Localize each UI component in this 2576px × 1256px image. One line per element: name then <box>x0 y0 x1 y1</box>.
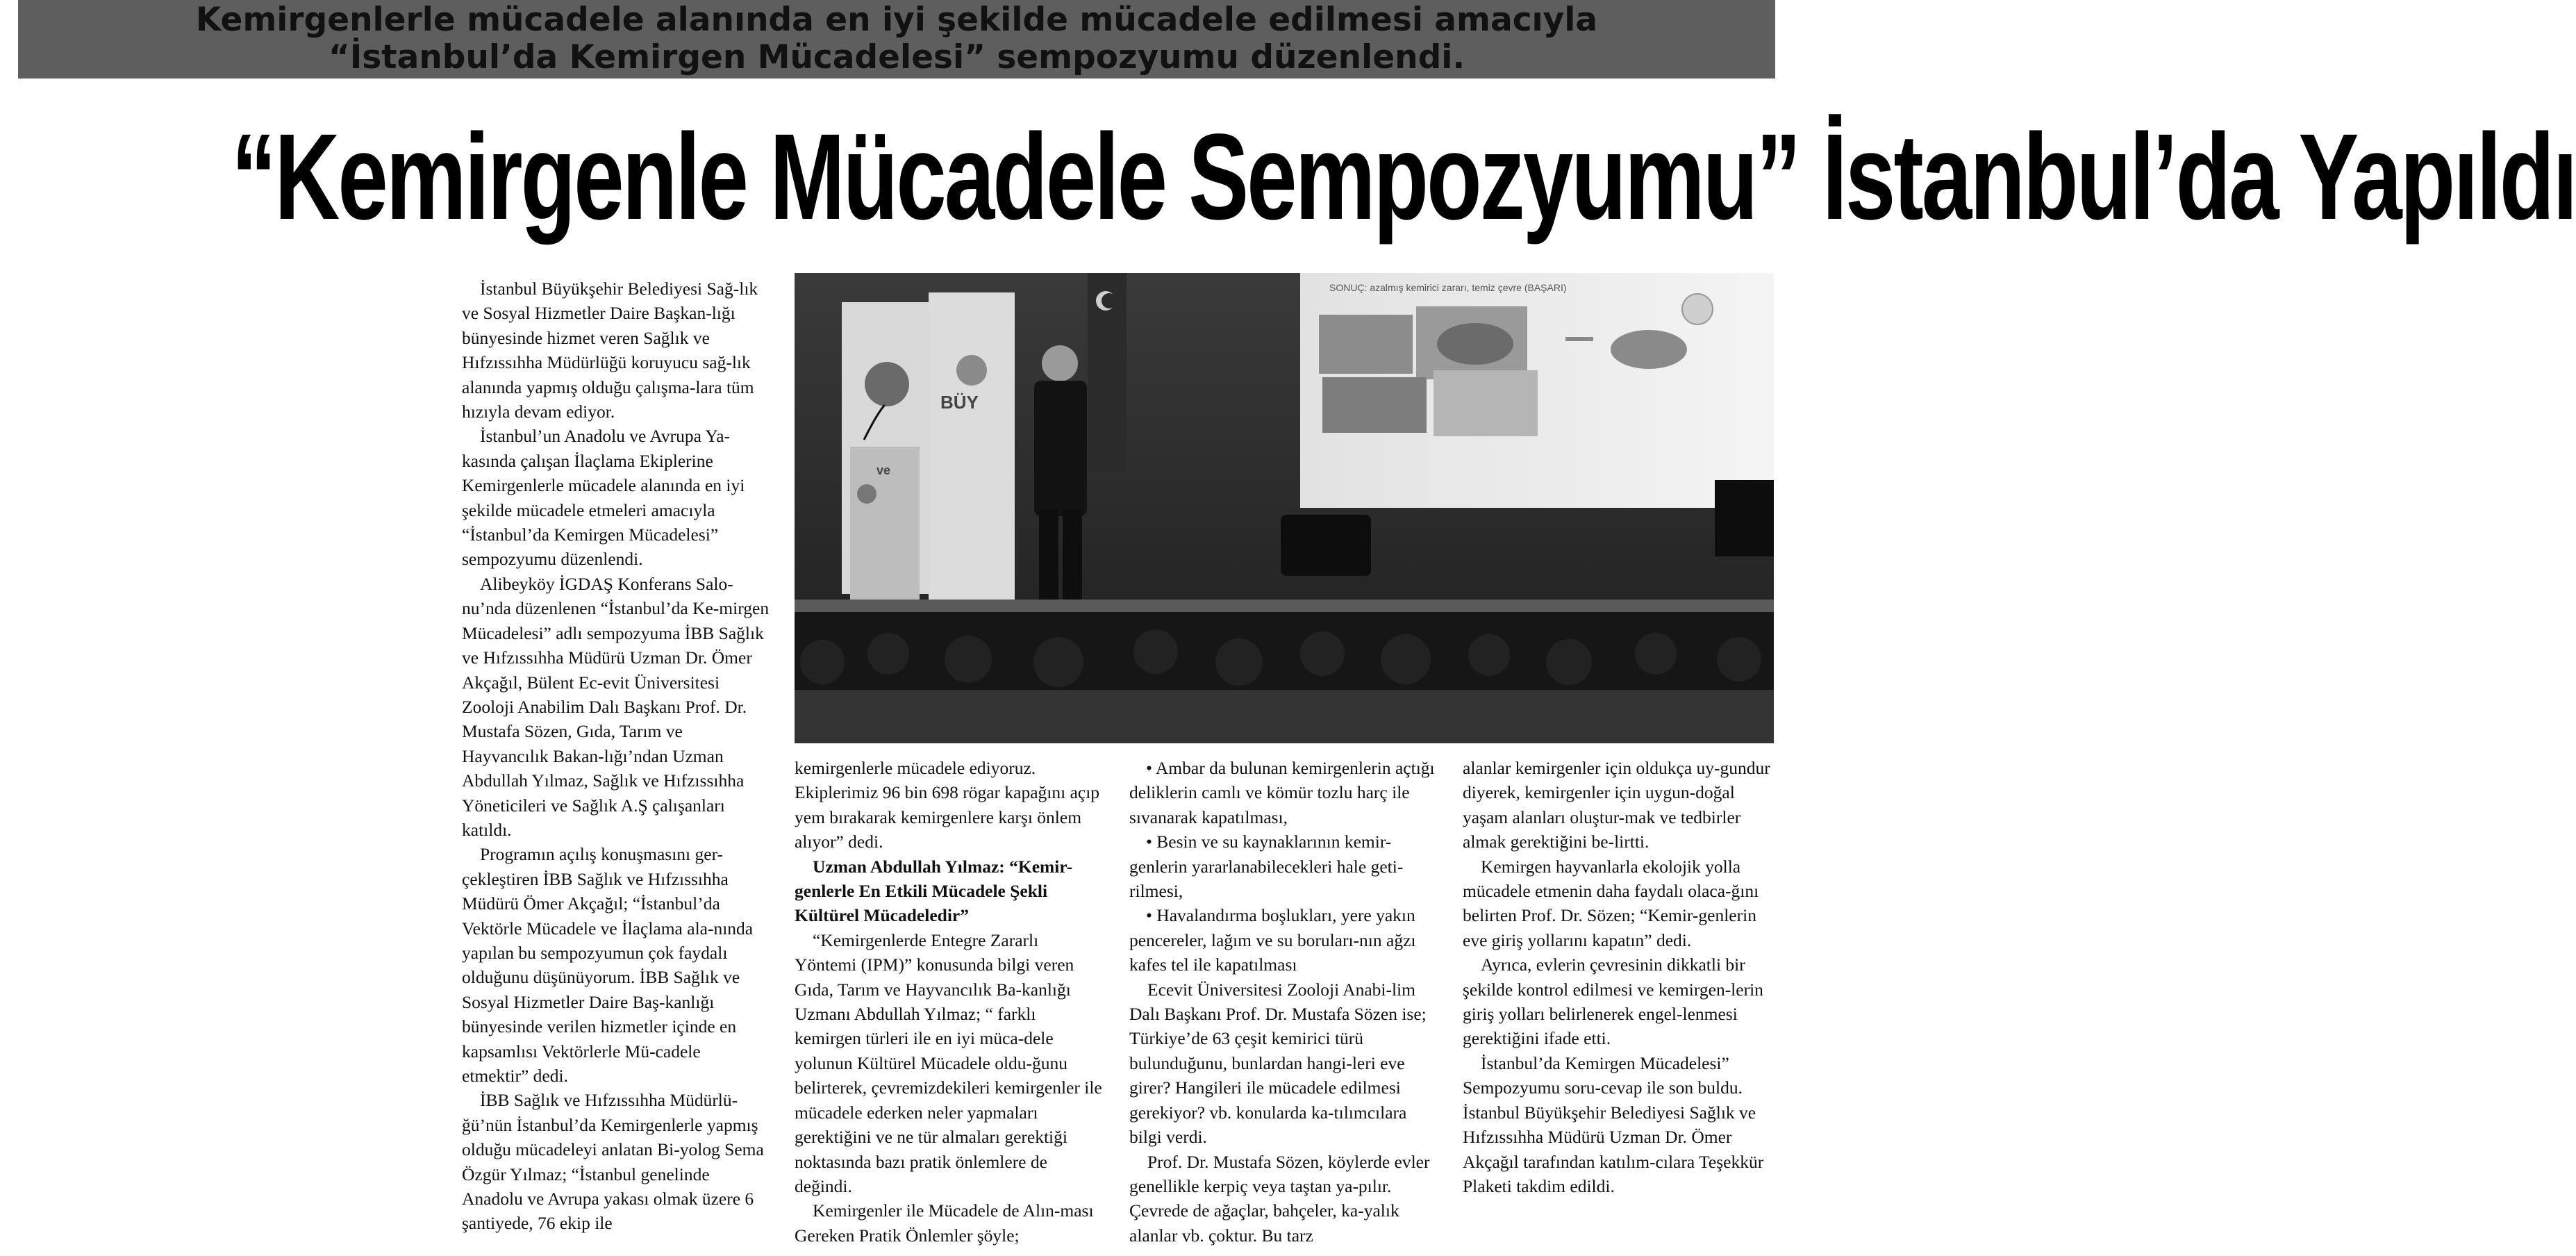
symposium-photo-illustration <box>795 273 1774 743</box>
banner-right <box>929 292 1015 615</box>
paragraph: kemirgenlerle mücadele ediyoruz. Ekiplerimiz 96 bin 698 rögar kapağını açıp yem bırakarak kemirgenlere karşı önlem alıyor” dedi. <box>795 758 1100 852</box>
banner-right-text: BÜY <box>940 392 979 413</box>
article-photo <box>795 273 1774 743</box>
bullet-item: • Ambar da bulunan kemirgenlerin açtığı deliklerin camlı ve kömür tozlu harç ile sıvanarak kapatılması, <box>1129 758 1435 827</box>
kicker-band <box>18 0 1775 78</box>
paragraph: İstanbul Büyükşehir Belediyesi Sağ-lık ve Sosyal Hizmetler Daire Başkan-lığı bünyesinde hizmet veren Sağlık ve Hıfzıssıhha Müdürlüğü koruyucu sağ-lık alanında yapmış olduğu çalışma-lara tüm hızıyla devam ediyor. <box>462 279 758 422</box>
paragraph: Kemirgen hayvanlarla ekolojik yolla mücadele etmenin daha faydalı olaca-ğını belirten Prof. Dr. Sözen; “Kemir-genlerin eve giriş yollarını kapatın” dedi. <box>1463 856 1759 950</box>
bullet-item: • Havalandırma boşlukları, yere yakın pencereler, lağım ve su boruları-nın ağzı kafes tel ile kapatılması <box>1129 905 1416 975</box>
paragraph: alanlar kemirgenler için oldukça uy-gundur diyerek, kemirgenler için uygun-doğal yaşam alanları oluştur-mak ve tedbirler almak gerektiğini be-lirtti. <box>1463 758 1770 852</box>
paragraph: Ecevit Üniversitesi Zooloji Anabi-lim Dalı Başkanı Prof. Dr. Mustafa Sözen ise; Türkiye’de 63 çeşit kemirici türü bulunduğunu, bunlardan hangi-leri eve girer? Hangileri ile mücadele edilmesi gerekiyor? vb. konularda ka-tılımcılara bilgi verdi. <box>1129 979 1427 1148</box>
paragraph: İBB Sağlık ve Hıfzıssıhha Müdürlü-ğü’nün İstanbul’da Kemirgenlerle yapmış olduğu mücadeleyi anlatan Bi-yolog Sema Özgür Yılmaz; “İstanbul genelinde Anadolu ve Avrupa yakası olmak üzere 6 şantiyede, 76 ekip ile <box>462 1090 764 1234</box>
article-column-4 <box>1463 756 1775 1256</box>
slide-text: SONUÇ: azalmış kemirici zararı, temiz çevre (BAŞARI) <box>1329 282 1567 293</box>
headline: “Kemirgenle Mücadele Sempozyumu” İstanbul’da Yapıldı <box>231 109 2576 245</box>
paragraph: İstanbul’un Anadolu ve Avrupa Ya-kasında çalışan İlaçlama Ekiplerine Kemirgenlerle mücadele alanında en iyi şekilde mücadele etmeleri amacıyla “İstanbul’da Kemirgen Mücadelesi” sempozyumu düzenlendi. <box>462 426 745 570</box>
mouse-image <box>1611 330 1687 369</box>
paragraph: Ayrıca, evlerin çevresinin dikkatli bir şekilde kontrol edilmesi ve kemirgen-lerin giriş yolları belirlenerek engel-lenmesi gerektiğini ifade etti. <box>1463 955 1763 1049</box>
article-column-3 <box>1129 756 1437 1256</box>
smiley-icon <box>1682 294 1713 324</box>
speaker <box>1042 345 1078 381</box>
article-column-1 <box>462 276 770 1256</box>
paragraph: Programın açılış konuşmasını ger-çekleştiren İBB Sağlık ve Hıfzıssıhha Müdürü Ömer Akçağıl; “İstanbul’da Vektörle Mücadele ve İlaçlama ala-nında yapılan bu sempozyumun çok faydalı olduğunu düşünüyorum. İBB Sağlık ve Sosyal Hizmetler Daire Baş-kanlığı bünyesinde verilen hizmetler içinde en kapsamlısı Vektörlerle Mü-cadele etmektir” dedi. <box>462 844 754 1086</box>
paragraph: Prof. Dr. Mustafa Sözen, köylerde evler genellikle kerpiç veya taştan ya-pılır. Çevrede de ağaçlar, bahçeler, ka-yalık alanlar vb. çoktur. Bu tarz <box>1129 1151 1430 1246</box>
podium-text: ve <box>876 463 891 477</box>
bullet-item: • Besin ve su kaynaklarının kemir-genlerin yararlanabilecekleri hale geti-rilmesi, <box>1129 832 1404 902</box>
paragraph: “Kemirgenlerde Entegre Zararlı Yöntemi (IPM)” konusunda bilgi veren Gıda, Tarım ve Hayvancılık Ba-kanlığı Uzmanı Abdullah Yılmaz; “ farklı kemirgen türleri ile en iyi müca-dele yolunun Kültürel Mücadele oldu-ğunu belirterek, çevremizdekileri kemirgenler ile mücadele ederken neler yapmaları gerektiğini ve ne tür almaları gerektiği noktasında bazı pratik önlemlere de değindi. <box>795 929 1102 1196</box>
paragraph: İstanbul’da Kemirgen Mücadelesi” Sempozyumu soru-cevap ile son buldu. İstanbul Büyükşehir Belediyesi Sağlık ve Hıfzıssıhha Müdürü Uzman Dr. Ömer Akçağıl tarafından katılım-cılara Teşekkür Plaketi takdim edildi. <box>1463 1052 1764 1196</box>
kicker-line-1: Kemirgenlerle mücadele alanında en iyi şekilde mücadele edilmesi amacıyla <box>195 1 1598 39</box>
paragraph: Alibeyköy İGDAŞ Konferans Salo-nu’nda düzenlenen “İstanbul’da Ke-mirgen Mücadelesi” adlı sempozyuma İBB Sağlık ve Hıfzıssıhha Müdürü Uzman Dr. Ömer Akçağıl, Bülent Ec-evit Üniversitesi Zooloji Anabilim Dalı Başkanı Prof. Dr. Mustafa Sözen, Gıda, Tarım ve Hayvancılık Bakan-lığı’ndan Uzman Abdullah Yılmaz, Sağlık ve Hıfzıssıhha Yöneticileri ve Sağlık A.Ş çalışanları katıldı. <box>462 573 770 840</box>
subheading: Uzman Abdullah Yılmaz: “Kemir-genlerle En Etkili Mücadele Şekli Kültürel Mücadeledir” <box>795 856 1073 926</box>
paragraph: Kemirgenler ile Mücadele de Alın-ması Gereken Pratik Önlemler şöyle; <box>795 1200 1094 1246</box>
article-column-2 <box>795 756 1104 1256</box>
kicker-line-2: “İstanbul’da Kemirgen Mücadelesi” sempozyumu düzenlendi. <box>328 38 1465 76</box>
